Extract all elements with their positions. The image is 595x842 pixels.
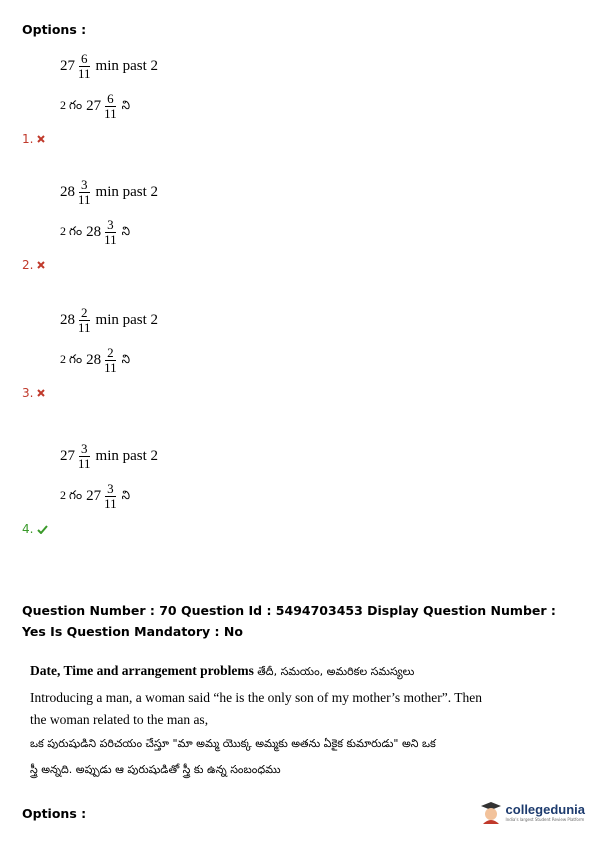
en-suffix: min past 2 [95, 183, 159, 200]
te-prefix: 2 గం [60, 351, 83, 366]
te-whole: 28 [86, 223, 102, 240]
cross-icon [37, 389, 45, 397]
en-numerator: 3 [81, 441, 88, 456]
te-suffix: ని [121, 351, 131, 366]
option-2-answer [60, 178, 158, 247]
option-4-answer [60, 442, 158, 511]
en-whole: 28 [60, 311, 75, 328]
te-suffix: ని [121, 223, 131, 238]
option-1-answer [60, 52, 158, 121]
option-number: 4. [22, 522, 34, 536]
question-text-te-1: ఒక పురుషుడిని పరిచయం చేస్తూ "మా అమ్మ యొక్క అమ్మకు అతను ఏకైక కుమారుడు" అని ఒక [30, 737, 436, 750]
te-numerator: 3 [107, 481, 114, 497]
question-topic [30, 660, 510, 683]
question-text-en-2: the woman related to the man as, [30, 712, 209, 727]
te-prefix: 2 గం [60, 97, 83, 112]
logo-brand: collegedunia [505, 802, 585, 817]
en-suffix: min past 2 [95, 311, 159, 328]
question-meta: Question Number : 70 Question Id : 5494703453 Display Question Number : Yes Is Question Mandatory : No [22, 603, 556, 639]
question-text-en-1: Introducing a man, a woman said “he is the only son of my mother’s mother”. Then [30, 690, 483, 705]
en-denominator: 11 [78, 65, 91, 81]
option-te-line [60, 346, 158, 374]
topic-te: తేదీ, సమయం, అమరికల సమస్యలు [257, 665, 415, 678]
options-header: Options : [22, 22, 87, 37]
te-prefix: 2 గం [60, 223, 83, 238]
te-fraction [102, 92, 119, 120]
en-whole: 28 [60, 183, 75, 200]
en-numerator: 3 [81, 177, 88, 192]
te-denominator: 11 [104, 105, 117, 121]
option-en-line [60, 52, 158, 80]
options-header-bottom: Options : [22, 806, 87, 821]
option-3-label [22, 386, 45, 400]
en-whole: 27 [60, 447, 75, 464]
option-en-line [60, 442, 158, 470]
option-te-line [60, 482, 158, 510]
en-fraction [76, 178, 93, 206]
en-denominator: 11 [78, 455, 91, 471]
en-fraction [76, 306, 93, 334]
te-whole: 28 [86, 351, 102, 368]
option-4-label [22, 522, 48, 536]
en-numerator: 2 [81, 305, 88, 320]
cross-icon [37, 261, 45, 269]
logo-tagline: India's largest Student Review Platform [505, 817, 585, 822]
option-te-line [60, 92, 158, 120]
en-denominator: 11 [78, 191, 91, 207]
te-numerator: 3 [107, 217, 114, 233]
en-suffix: min past 2 [95, 57, 159, 74]
option-2-label [22, 258, 45, 272]
en-numerator: 6 [81, 51, 88, 66]
graduate-icon [480, 800, 502, 824]
en-fraction [76, 52, 93, 80]
topic-en: Date, Time and arrangement problems [30, 663, 254, 678]
collegedunia-logo [480, 800, 585, 824]
question-text-te-2: స్త్రీ అన్నది. అప్పుడు ఆ పురుషుడితో స్త్రీ కు ఉన్న సంబంధము [30, 763, 281, 776]
te-whole: 27 [86, 487, 102, 504]
en-denominator: 11 [78, 319, 91, 335]
te-fraction [102, 218, 119, 246]
question-body [30, 660, 510, 783]
cross-icon [37, 135, 45, 143]
te-suffix: ని [121, 487, 131, 502]
option-3-answer [60, 306, 158, 375]
te-denominator: 11 [104, 231, 117, 247]
option-en-line [60, 178, 158, 206]
te-prefix: 2 గం [60, 487, 83, 502]
te-fraction [102, 482, 119, 510]
te-fraction [102, 346, 119, 374]
te-whole: 27 [86, 97, 102, 114]
option-1-label [22, 132, 45, 146]
check-icon [37, 525, 48, 534]
te-numerator: 6 [107, 91, 114, 107]
en-suffix: min past 2 [95, 447, 159, 464]
en-whole: 27 [60, 57, 75, 74]
te-denominator: 11 [104, 359, 117, 375]
te-denominator: 11 [104, 495, 117, 511]
te-suffix: ని [121, 97, 131, 112]
te-numerator: 2 [107, 345, 114, 361]
option-number: 2. [22, 258, 34, 272]
option-en-line [60, 306, 158, 334]
en-fraction [76, 442, 93, 470]
option-te-line [60, 218, 158, 246]
option-number: 1. [22, 132, 34, 146]
option-number: 3. [22, 386, 34, 400]
